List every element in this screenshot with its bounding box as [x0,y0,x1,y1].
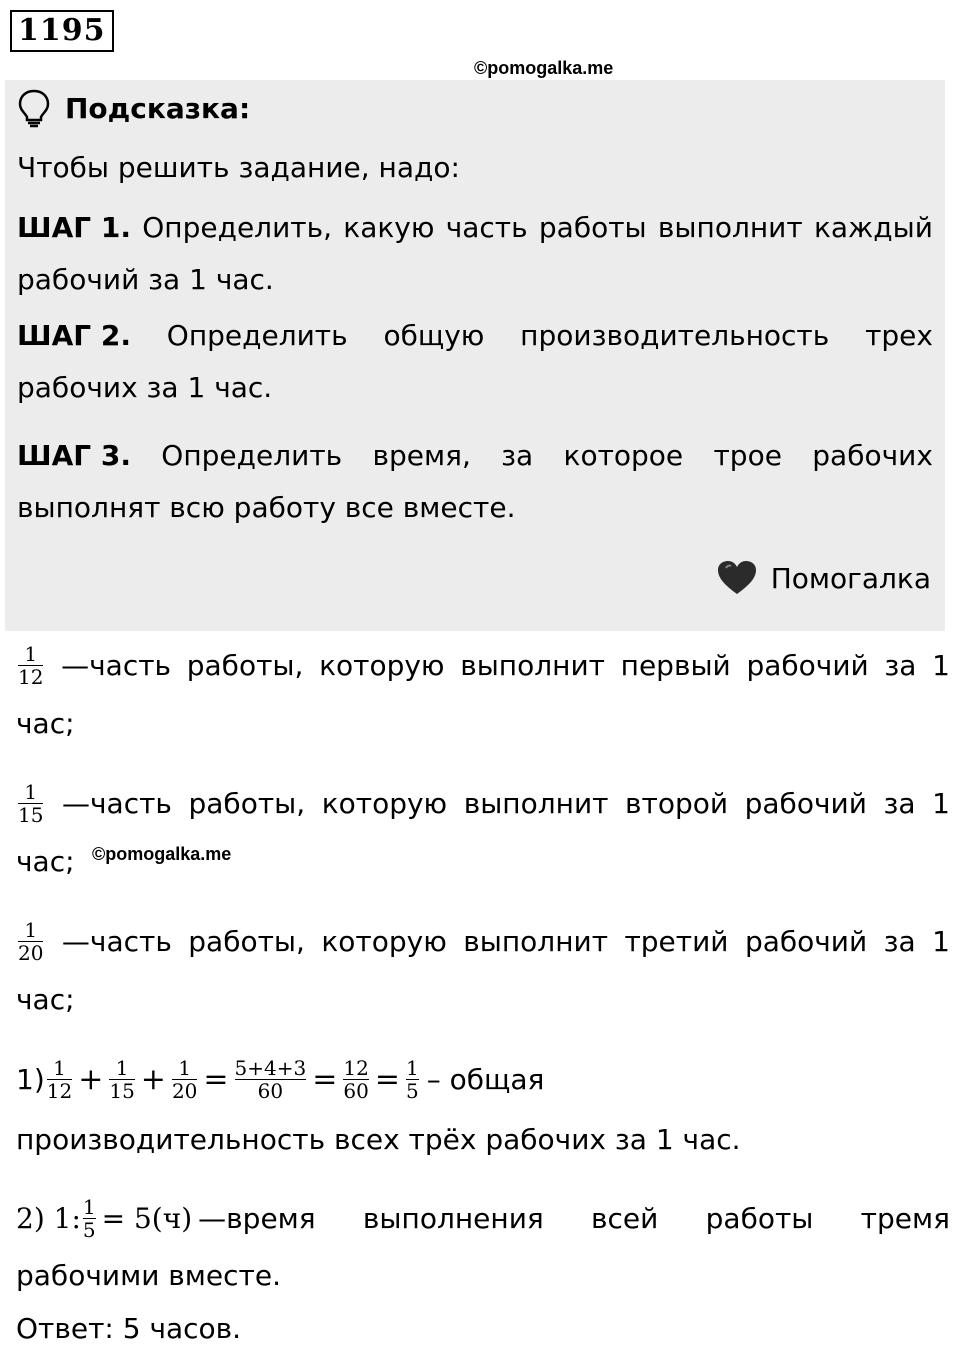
hint-step-1: ШАГ 1. Определить, какую часть работы выполнит каждый рабочий за 1 час. [17,211,933,296]
brand [717,560,931,596]
hint-title: Подсказка: [65,92,251,125]
solution-item-2: $\frac{1}{15}$ —часть работы, которую выполнит второй рабочий за 1 час; [16,779,950,878]
solution-step-1: 1) $\frac{1}{12}$ + $\frac{1}{15}$ + $\frac{1}{20}$ = $\frac{5+4+3}{60}$ = $\frac{12}{60}$ = $\frac{1}{5}$ – общая производительность всех трёх рабочих за 1 час. [16,1046,950,1168]
solution-item-1: $\frac{1}{12}$ —часть работы, которую выполнит первый рабочий за 1 час; [16,641,950,740]
fraction: $\frac{1}{15}$ [18,779,44,827]
heart-icon [717,560,757,596]
hint-intro: Чтобы решить задание, надо: [17,151,460,184]
solution-item-3: $\frac{1}{20}$ —часть работы, которую выполнит третий рабочий за 1 час; [16,917,950,1016]
hint-step-2: ШАГ 2. Определить общую производительность трех рабочих за 1 час. [17,319,933,404]
fraction: $\frac{1}{20}$ [18,917,44,965]
hint-step-3: ШАГ 3. Определить время, за которое трое рабочих выполнят всю работу все вместе. [17,439,933,524]
brand-label: Помогалка [770,561,931,595]
answer: Ответ: 5 часов. [16,1312,242,1345]
equation: 1) $\frac{1}{12}$ + $\frac{1}{15}$ + $\frac{1}{20}$ = $\frac{5+4+3}{60}$ = $\frac{12}{60}$ = $\frac{1}{5}$ – общая [16,1055,545,1103]
watermark: ©pomogalka.me [92,844,232,864]
fraction: $\frac{1}{12}$ [18,641,44,689]
task-number: 1195 [10,10,114,52]
watermark: ©pomogalka.me [474,58,614,78]
solution-step-2: 2) 1: $\frac{1}{5}$ = 5(ч) —время выполнения всей работы тремя рабочими вместе. [16,1194,950,1292]
hint-panel [5,80,945,631]
